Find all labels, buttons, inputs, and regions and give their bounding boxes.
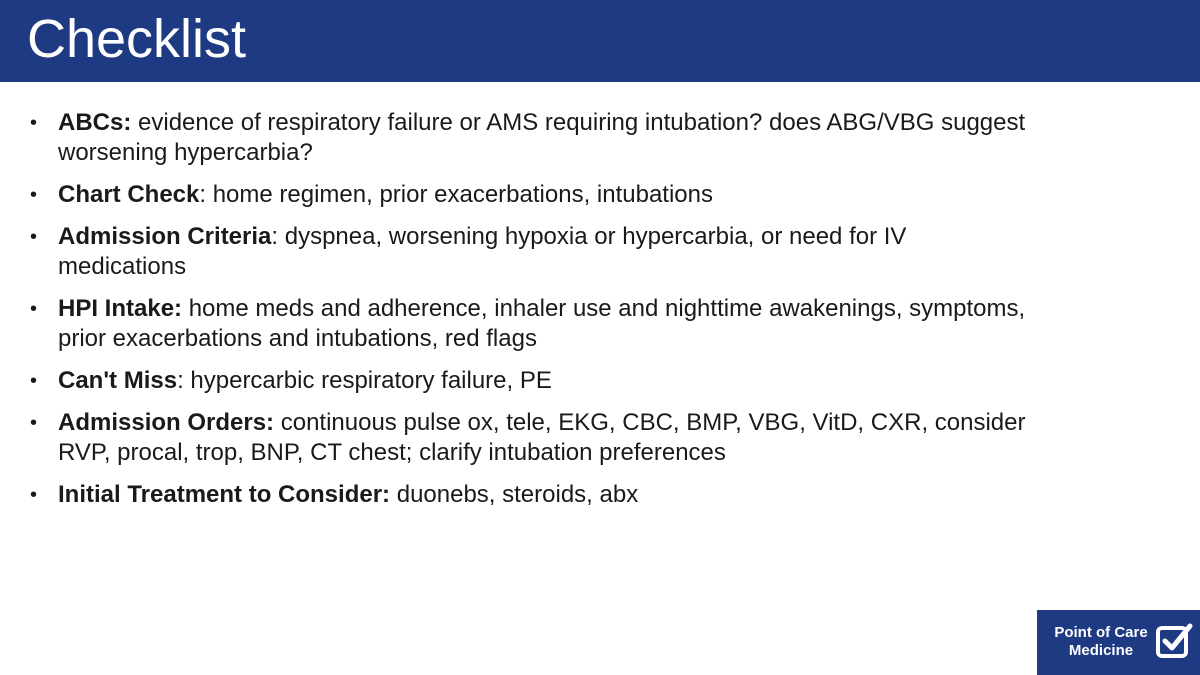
bullet: • xyxy=(30,412,38,434)
item-text: evidence of respiratory failure or AMS requiring intubation? does ABG/VBG suggest worsening hypercarbia? xyxy=(58,109,1026,166)
checklist-item-cant-miss xyxy=(30,366,1040,396)
item-label: ABCs: xyxy=(58,109,132,136)
logo-text xyxy=(1043,624,1159,660)
bullet: • xyxy=(30,112,38,134)
checklist xyxy=(30,108,1040,522)
item-label: Initial Treatment to Consider: xyxy=(58,481,391,508)
bullet: • xyxy=(30,226,38,248)
bullet: • xyxy=(30,184,38,206)
logo-line-2: Medicine xyxy=(1068,642,1134,659)
title-bar xyxy=(0,0,1200,82)
item-label: Chart Check xyxy=(58,181,200,208)
slide-title: Checklist xyxy=(27,9,247,69)
item-text: continuous pulse ox, tele, EKG, CBC, BMP, VBG, VitD, CXR, consider RVP, procal, trop, BNP, CT chest; clarify intubation preferences xyxy=(58,409,1026,466)
item-text: duonebs, steroids, abx xyxy=(390,481,639,508)
bullet: • xyxy=(30,484,38,506)
bullet: • xyxy=(30,370,38,392)
bullet: • xyxy=(30,298,38,320)
item-text: : dyspnea, worsening hypoxia or hypercarbia, or need for IV medications xyxy=(58,223,907,280)
item-text: : home regimen, prior exacerbations, intubations xyxy=(199,181,713,208)
item-label: HPI Intake: xyxy=(58,295,183,322)
checklist-item-abcs xyxy=(30,108,1040,168)
item-label: Can't Miss xyxy=(58,367,178,394)
item-label: Admission Orders: xyxy=(58,409,275,436)
item-text: : hypercarbic respiratory failure, PE xyxy=(177,367,552,394)
item-label: Admission Criteria xyxy=(58,223,272,250)
point-of-care-logo xyxy=(1037,610,1200,675)
checklist-item-admission-orders xyxy=(30,408,1040,468)
checklist-item-hpi-intake xyxy=(30,294,1040,354)
item-text: home meds and adherence, inhaler use and nighttime awakenings, symptoms, prior exacerbations and intubations, red flags xyxy=(58,295,1026,352)
logo-line-1: Point of Care xyxy=(1054,624,1148,641)
checkbox-check-icon xyxy=(1155,621,1195,661)
checklist-item-initial-treatment xyxy=(30,480,1040,510)
checklist-item-chart-check xyxy=(30,180,1040,210)
checklist-item-admission-criteria xyxy=(30,222,1040,282)
